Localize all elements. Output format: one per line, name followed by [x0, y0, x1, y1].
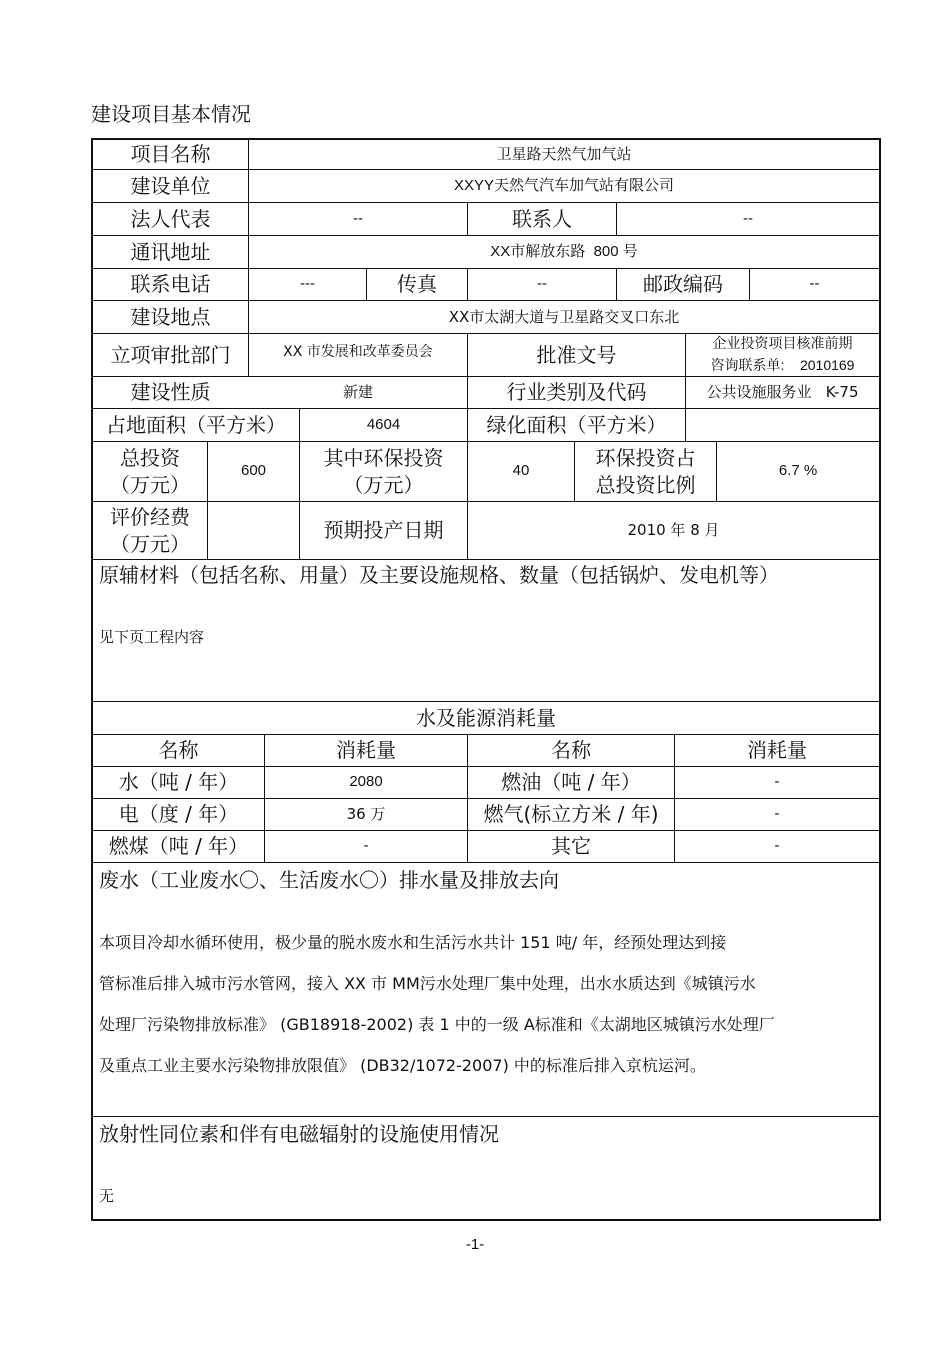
- consumption-name: 电（度 / 年）: [118, 802, 239, 826]
- total-invest-label: [93, 442, 207, 501]
- env-ratio-value: 6.7 %: [778, 462, 818, 480]
- contact-value: --: [743, 209, 753, 227]
- land-area-value: 4604: [366, 415, 401, 433]
- green-area-label: 绿化面积（平方米）: [486, 412, 667, 437]
- consumption-name: 燃煤（吨 / 年）: [108, 834, 249, 858]
- postcode-value: --: [809, 275, 820, 293]
- postcode-label: 邮政编码: [643, 272, 723, 296]
- industry-value: 公共设施服务业 K-75: [706, 383, 859, 402]
- green-area-value: [686, 409, 879, 441]
- address-value: XX市解放东路 800 号: [490, 242, 638, 260]
- consumption-value: -: [774, 837, 780, 855]
- header-name-1: 名称: [158, 738, 199, 762]
- approval-doc-label: 批准文号: [536, 342, 617, 367]
- consumption-name: 水（吨 / 年）: [118, 770, 239, 794]
- consumption-name: 燃油（吨 / 年）: [501, 770, 641, 794]
- materials-content: 见下页工程内容: [99, 627, 205, 646]
- page-title: 建设项目基本情况: [91, 102, 251, 126]
- phone-label: 联系电话: [130, 272, 211, 296]
- start-date-label: 预期投产日期: [323, 518, 444, 542]
- total-invest-label-line2: （万元）: [110, 472, 190, 497]
- phone-value: ---: [300, 275, 315, 293]
- env-invest-value: 40: [512, 462, 530, 480]
- legal-rep-value: --: [353, 209, 363, 227]
- eval-fee-label-line1: 评价经费: [110, 504, 190, 529]
- approval-doc-value-line1: 企业投资项目核准前期: [712, 335, 853, 352]
- project-name-value: 卫星路天然气加气站: [496, 145, 632, 164]
- industry-label: 行业类别及代码: [506, 380, 647, 404]
- header-name-2: 名称: [551, 738, 591, 762]
- address-label: 通讯地址: [130, 239, 211, 264]
- nature-label: 建设性质: [130, 380, 211, 404]
- site-label: 建设地点: [130, 304, 211, 329]
- approval-dept-value: XX 市发展和改革委员会: [283, 343, 433, 360]
- eval-fee-value: [208, 502, 299, 559]
- header-amount-2: 消耗量: [747, 738, 807, 762]
- eval-fee-label: [93, 502, 207, 559]
- env-ratio-label: [575, 442, 716, 501]
- nature-value: 新建: [342, 383, 373, 402]
- unit-value: XXYY天然气汽车加气站有限公司: [453, 176, 675, 194]
- total-invest-label-line1: 总投资: [120, 445, 180, 470]
- project-name-label: 项目名称: [130, 142, 211, 166]
- unit-label: 建设单位: [130, 173, 211, 198]
- page-number: -1-: [465, 1236, 485, 1253]
- wastewater-heading: 废水（工业废水〇、生活废水〇）排水量及排放去向: [99, 867, 559, 892]
- header-amount-1: 消耗量: [336, 738, 396, 762]
- contact-label: 联系人: [512, 206, 572, 231]
- legal-rep-label: 法人代表: [130, 206, 211, 231]
- fax-value: --: [537, 275, 547, 293]
- start-date-value: 2010 年 8 月: [627, 521, 720, 540]
- consumption-value: -: [774, 805, 780, 823]
- materials-heading: 原辅材料（包括名称、用量）及主要设施规格、数量（包括锅炉、发电机等）: [99, 562, 779, 587]
- consumption-name: 燃气(标立方米 / 年): [483, 802, 659, 826]
- land-area-label: 占地面积（平方米）: [106, 412, 286, 437]
- env-ratio-label-line2: 总投资比例: [595, 472, 696, 497]
- consumption-name: 其它: [551, 834, 591, 858]
- env-invest-label-line2: （万元）: [343, 472, 424, 497]
- env-ratio-label-line1: 环保投资占: [595, 445, 696, 470]
- wastewater-paragraph: 本项目冷却水循环使用，极少量的脱水废水和生活污水共计 151 吨/ 年，经预处理达到接 管标准后排入城市污水管网，接入 XX 市 MM污水处理厂集中处理，出水水质达到《城镇污水 处理厂污染物排放标准》 (GB18918-2002) 表 1 中的一级 A标准和《太湖地区城镇污水处理厂 及重点工业主要水污染物排放限值》 (DB32/1072-2007) 中的标准后排入京杭运河。: [99, 933, 775, 1075]
- approval-dept-label: 立项审批部门: [110, 342, 231, 367]
- consumption-heading: 水及能源消耗量: [416, 705, 556, 730]
- site-value: XX市太湖大道与卫星路交叉口东北: [448, 307, 680, 326]
- consumption-value: 2080: [349, 773, 383, 791]
- consumption-value: -: [363, 837, 369, 855]
- eval-fee-label-line2: （万元）: [110, 531, 190, 556]
- fax-label: 传真: [397, 272, 437, 296]
- total-invest-value: 600: [240, 462, 267, 480]
- consumption-value: -: [774, 773, 780, 791]
- approval-doc-value-line2: 咨询联系单: 2010169: [710, 356, 855, 373]
- env-invest-label: [300, 442, 467, 501]
- radiation-content: 无: [99, 1186, 115, 1205]
- env-invest-label-line1: 其中环保投资: [323, 445, 444, 470]
- radiation-heading: 放射性同位素和伴有电磁辐射的设施使用情况: [99, 1121, 499, 1146]
- consumption-value: 36 万: [346, 805, 386, 824]
